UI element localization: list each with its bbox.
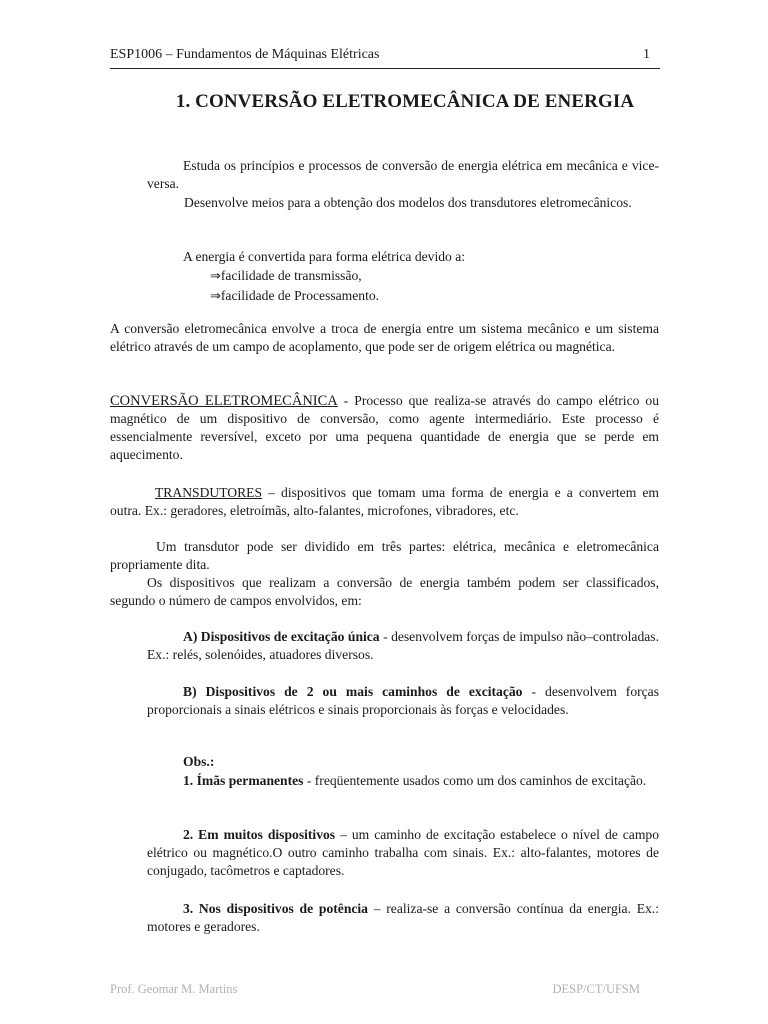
obs-item-1-label: 1. Ímãs permanentes — [183, 773, 304, 788]
transdutores-term: TRANSDUTORES — [155, 485, 263, 500]
definition-sep: - — [337, 393, 355, 408]
definition-term: CONVERSÃO ELETROMECÂNICA — [110, 393, 338, 409]
definition-paragraph — [110, 392, 659, 464]
classification-paragraph: Os dispositivos que realizam a conversão de energia também podem ser classificados, segundo o número de campos envolvidos, em: — [110, 575, 659, 608]
transdutor-parts-paragraph: Um transdutor pode ser dividido em três partes: elétrica, mecânica e eletromecânica propriamente dita. — [110, 539, 659, 572]
footer-department: DESP/CT/UFSM — [552, 982, 640, 996]
device-b-label: B) Dispositivos de 2 ou mais caminhos de excitação — [183, 684, 523, 699]
obs-item-1 — [147, 772, 659, 790]
obs-item-2 — [147, 826, 659, 880]
transdutores-text: – dispositivos que tomam uma forma de energia e a convertem em outra. Ex.: geradores, eletroímãs, alto-falantes, microfones, vibradores, etc. — [110, 485, 659, 518]
obs-item-1-text: - freqüentemente usados como um dos caminhos de excitação. — [303, 773, 647, 788]
obs-item-2-text: – um caminho de excitação estabelece o nível de campo elétrico ou magnético.O outro caminho trabalha com sinais. Ex.: alto-falantes, motores de conjugado, tacômetros e captadores. — [147, 827, 659, 878]
obs-item-3-label: 3. Nos dispositivos de potência — [183, 901, 368, 916]
device-b-paragraph — [147, 683, 659, 719]
intro-p1-text: Estuda os princípios e processos de conversão de energia elétrica em mecânica e vice-versa. — [147, 158, 659, 191]
obs-heading — [183, 753, 659, 771]
energy-lead: A energia é convertida para forma elétrica devido a: — [183, 249, 466, 264]
energy-item-2 — [210, 287, 650, 306]
device-a-paragraph — [147, 628, 659, 664]
footer-author: Prof. Geomar M. Martins — [110, 982, 238, 996]
intro-paragraph-2: Desenvolve meios para a obtenção dos modelos dos transdutores eletromecânicos. — [184, 195, 632, 210]
course-title: ESP1006 – Fundamentos de Máquinas Elétricas — [110, 47, 380, 62]
transdutores-paragraph — [110, 484, 659, 520]
energy-item-1-text: facilidade de transmissão, — [220, 268, 362, 283]
definition-text: Processo que realiza-se através do campo elétrico ou magnético de um dispositivo de conversão, como agente intermediário. Este processo é essencialmente reversível, exceto por uma pequena quantidade de energia que se perde em aquecimento. — [110, 393, 659, 462]
obs-item-3 — [147, 900, 659, 936]
document-page — [110, 0, 660, 1024]
energy-item-1 — [210, 267, 650, 286]
header-rule — [110, 68, 660, 69]
device-a-text: - desenvolvem forças de impulso não–controladas. Ex.: relés, solenóides, atuadores diversos. — [147, 629, 659, 662]
conversion-paragraph: A conversão eletromecânica envolve a troca de energia entre um sistema mecânico e um sistema elétrico através de um campo de acoplamento, que pode ser de origem elétrica ou magnética. — [110, 321, 659, 354]
obs-item-2-label: 2. Em muitos dispositivos — [183, 827, 336, 842]
obs-heading-text: Obs.: — [183, 754, 215, 769]
device-b-text: - desenvolvem forças proporcionais a sinais elétricos e sinais proporcionais às forças e velocidades. — [147, 684, 659, 717]
intro-paragraph-1 — [147, 157, 659, 193]
implies-arrow-icon: ⇒ — [210, 289, 221, 304]
implies-arrow-icon: ⇒ — [210, 269, 221, 284]
energy-item-2-text: facilidade de Processamento. — [220, 288, 380, 303]
chapter-title: 1. CONVERSÃO ELETROMECÂNICA DE ENERGIA — [175, 91, 635, 112]
obs-item-3-text: – realiza-se a conversão contínua da energia. Ex.: motores e geradores. — [147, 901, 659, 934]
device-a-label: A) Dispositivos de excitação única — [183, 629, 380, 644]
page-number: 1 — [643, 47, 650, 62]
